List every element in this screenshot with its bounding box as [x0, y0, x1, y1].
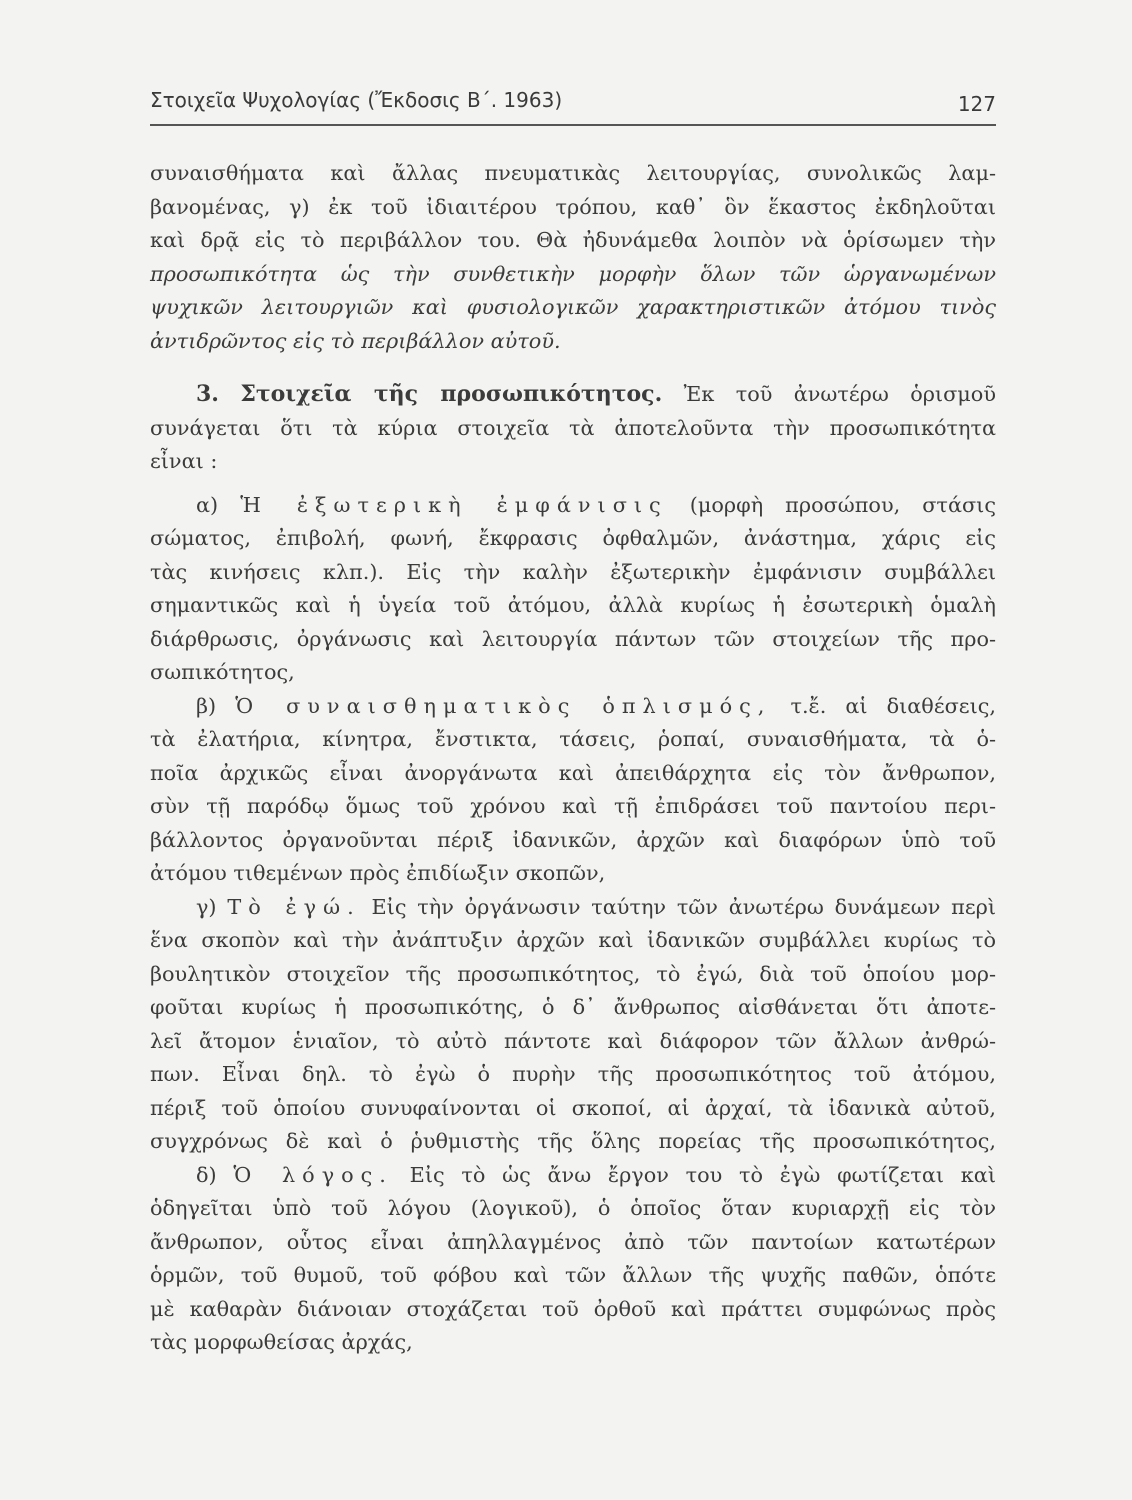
text-line — [150, 258, 996, 292]
text-line: βουλητικὸν στοιχεῖον τῆς προσωπικότητος, τὸ ἐγώ, διὰ τοῦ ὁποίου μορ- — [150, 961, 996, 986]
text-line: πέριξ τοῦ ὁποίου συνυφαίνονται οἱ σκοποί, αἱ ἀρχαί, τὰ ἰδανικὰ αὐτοῦ, — [150, 1095, 996, 1120]
text-line — [150, 291, 996, 325]
text-line: λεῖ ἄτομον ἑνιαῖον, τὸ αὐτὸ πάντοτε καὶ διάφορον τῶν ἄλλων ἀνθρώ- — [150, 1028, 996, 1053]
text-line: ποῖα ἀρχικῶς εἶναι ἀνοργάνωτα καὶ ἀπειθάρχητα εἰς τὸν ἄνθρωπον, — [150, 760, 996, 785]
text-line: εἶναι : — [150, 449, 218, 473]
item-gamma-first-line — [150, 891, 996, 925]
item-text: τ.ἔ. αἱ διαθέσεις, — [790, 693, 996, 718]
item-term: Τὸ ἐγώ. — [227, 894, 361, 919]
definition-text: ψυχικῶν λειτουργιῶν καὶ φυσιολογικῶν χαρακτηριστικῶν ἀτόμου τινὸς — [150, 295, 996, 319]
page-header — [150, 88, 996, 126]
text-line: ἄνθρωπον, οὗτος εἶναι ἀπηλλαγμένος ἀπὸ τῶν παντοίων κατωτέρων — [150, 1229, 996, 1254]
section-heading-line — [150, 378, 996, 412]
item-beta-first-line — [150, 690, 996, 724]
item-term: Ὁ συναισθηματικὸς ὁπλισμός, — [235, 693, 772, 718]
text-line: πων. Εἶναι δηλ. τὸ ἐγὼ ὁ πυρὴν τῆς προσωπικότητος τοῦ ἀτόμου, — [150, 1062, 996, 1086]
section-title: Στοιχεῖα τῆς προσωπικότητος. — [240, 381, 663, 407]
text-line: βανομένας, γ) ἐκ τοῦ ἰδιαιτέρου τρόπου, καθ᾿ ὃν ἕκαστος ἐκδηλοῦται — [150, 194, 996, 219]
text-line: μὲ καθαρὰν διάνοιαν στοχάζεται τοῦ ὀρθοῦ καὶ πράττει συμφώνως πρὸς — [150, 1296, 996, 1321]
item-marker: β) — [196, 693, 217, 718]
body-text — [150, 157, 996, 1360]
text-line: συγχρόνως δὲ καὶ ὁ ῥυθμιστὴς τῆς ὅλης πορείας τῆς προσωπικότητος, — [150, 1129, 996, 1153]
item-text: Εἰς τὸ ὡς ἄνω ἔργον του τὸ ἐγὼ φωτίζεται καὶ — [409, 1162, 996, 1187]
section-number: 3. — [196, 381, 219, 407]
item-delta-first-line — [150, 1159, 996, 1193]
text-line: σὺν τῇ παρόδῳ ὅμως τοῦ χρόνου καὶ τῇ ἐπιδράσει τοῦ παντοίου περι- — [150, 794, 996, 818]
text-line: ἕνα σκοπὸν καὶ τὴν ἀνάπτυξιν ἀρχῶν καὶ ἰδανικῶν συμβάλλει κυρίως τὸ — [150, 928, 996, 952]
text-line — [150, 325, 996, 359]
text-line: ὁρμῶν, τοῦ θυμοῦ, τοῦ φόβου καὶ τῶν ἄλλων τῆς ψυχῆς παθῶν, ὁπότε — [150, 1263, 996, 1287]
text-line: τὰς μορφωθείσας ἀρχάς, — [150, 1330, 413, 1354]
text-line: συνάγεται ὅτι τὰ κύρια στοιχεῖα τὰ ἀποτελοῦντα τὴν προσωπικότητα — [150, 415, 996, 440]
item-term: Ὁ λόγος. — [233, 1162, 393, 1187]
item-marker: α) — [196, 492, 219, 517]
text-line: σημαντικῶς καὶ ἡ ὑγεία τοῦ ἀτόμου, ἀλλὰ κυρίως ἡ ἐσωτερικὴ ὁμαλὴ — [150, 593, 996, 617]
text-line: διάρθρωσις, ὀργάνωσις καὶ λειτουργία πάντων τῶν στοιχείων τῆς προ- — [150, 626, 996, 651]
item-alpha-first-line — [150, 489, 996, 523]
item-text: (μορφὴ προσώπου, στάσις — [689, 492, 996, 517]
definition-text: προσωπικότητα ὡς τὴν συνθετικὴν μορφὴν ὅλων τῶν ὡργανωμένων — [150, 261, 996, 286]
section-text: Ἐκ τοῦ ἀνωτέρω ὁρισμοῦ — [683, 382, 996, 406]
text-line: τὰ ἐλατήρια, κίνητρα, ἔνστικτα, τάσεις, ῥοπαί, συναισθήματα, τὰ ὁ- — [150, 727, 996, 751]
page-number: 127 — [957, 92, 996, 116]
text-line: συναισθήματα καὶ ἄλλας πνευματικὰς λειτουργίας, συνολικῶς λαμ- — [150, 161, 996, 185]
item-term: Ἡ ἐξωτερικὴ ἐμφάνισις — [240, 492, 668, 517]
text-line: φοῦται κυρίως ἡ προσωπικότης, ὁ δ᾿ ἄνθρωπος αἰσθάνεται ὅτι ἀποτε- — [150, 995, 996, 1019]
running-title: Στοιχεῖα Ψυχολογίας (Ἔκδοσις Β΄. 1963) — [150, 88, 563, 112]
text-line: ἀτόμου τιθεμένων πρὸς ἐπιδίωξιν σκοπῶν, — [150, 861, 606, 885]
text-line: καὶ δρᾷ εἰς τὸ περιβάλλον του. Θὰ ἠδυνάμεθα λοιπὸν νὰ ὁρίσωμεν τὴν — [150, 228, 996, 252]
text-line: σώματος, ἐπιβολή, φωνή, ἔκφρασις ὀφθαλμῶν, ἀνάστημα, χάρις εἰς — [150, 526, 996, 550]
item-text: Εἰς τὴν ὀργάνωσιν ταύτην τῶν ἀνωτέρω δυνάμεων περὶ — [371, 894, 996, 919]
item-marker: γ) — [196, 894, 217, 919]
text-line: ὁδηγεῖται ὑπὸ τοῦ λόγου (λογικοῦ), ὁ ὁποῖος ὅταν κυριαρχῇ εἰς τὸν — [150, 1196, 996, 1220]
text-line: βάλλοντος ὀργανοῦνται πέριξ ἰδανικῶν, ἀρχῶν καὶ διαφόρων ὑπὸ τοῦ — [150, 827, 996, 852]
text-line: τὰς κινήσεις κλπ.). Εἰς τὴν καλὴν ἐξωτερικὴν ἐμφάνισιν συμβάλλει — [150, 559, 996, 584]
item-marker: δ) — [196, 1162, 217, 1187]
text-line: σωπικότητος, — [150, 660, 295, 684]
definition-text: ἀντιδρῶντος εἰς τὸ περιβάλλον αὐτοῦ. — [150, 328, 561, 353]
